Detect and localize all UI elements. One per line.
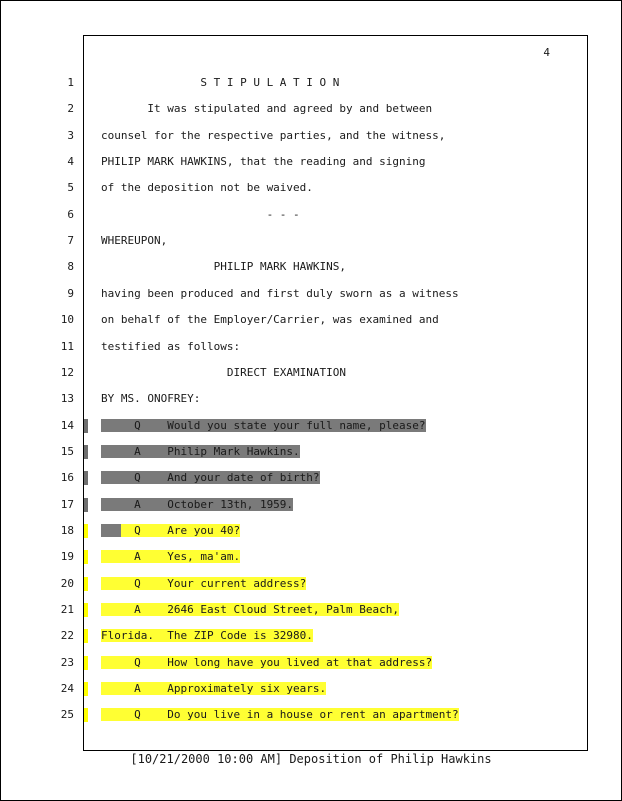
transcript-line bbox=[0, 96, 622, 122]
gray-highlight-segment: Q Would you state your full name, please? bbox=[101, 418, 426, 432]
line-number: 16 bbox=[60, 471, 74, 485]
highlight-margin-mark bbox=[84, 419, 88, 433]
transcript-line bbox=[0, 413, 622, 439]
transcript-line bbox=[0, 202, 622, 228]
line-text: It was stipulated and agreed by and between bbox=[101, 102, 433, 116]
line-text: BY MS. ONOFREY: bbox=[101, 392, 201, 406]
transcript-line bbox=[0, 334, 622, 360]
line-text bbox=[101, 708, 459, 722]
page-footer: [10/21/2000 10:00 AM] Deposition of Philip Hawkins bbox=[130, 752, 492, 766]
highlight-margin-mark bbox=[84, 629, 88, 643]
line-number: 14 bbox=[60, 418, 74, 432]
line-number: 8 bbox=[67, 260, 74, 274]
line-number: 13 bbox=[60, 392, 74, 406]
highlight-margin-mark bbox=[84, 498, 88, 512]
line-number: 22 bbox=[60, 629, 74, 643]
line-text: counsel for the respective parties, and the witness, bbox=[101, 128, 446, 142]
line-text bbox=[101, 629, 313, 643]
line-text bbox=[101, 682, 326, 696]
line-text: DIRECT EXAMINATION bbox=[101, 365, 347, 379]
transcript-line bbox=[0, 175, 622, 201]
yellow-highlight-segment: Q Your current address? bbox=[101, 576, 307, 590]
line-number: 15 bbox=[60, 444, 74, 458]
transcript-line bbox=[0, 597, 622, 623]
transcript-line bbox=[0, 281, 622, 307]
line-text: of the deposition not be waived. bbox=[101, 181, 313, 195]
transcript-line bbox=[0, 149, 622, 175]
highlight-margin-mark bbox=[84, 708, 88, 722]
line-number: 3 bbox=[67, 128, 74, 142]
line-text: - - - bbox=[101, 207, 300, 221]
transcript-line bbox=[0, 254, 622, 280]
line-text: PHILIP MARK HAWKINS, bbox=[101, 260, 347, 274]
yellow-highlight-segment: Florida. The ZIP Code is 32980. bbox=[101, 629, 313, 643]
line-number: 17 bbox=[60, 497, 74, 511]
transcript-line bbox=[0, 571, 622, 597]
line-number: 1 bbox=[67, 76, 74, 89]
transcript-line bbox=[0, 623, 622, 649]
yellow-highlight-segment: A Approximately six years. bbox=[101, 682, 327, 696]
highlight-margin-mark bbox=[84, 524, 88, 538]
line-number: 4 bbox=[67, 155, 74, 169]
line-text: S T I P U L A T I O N bbox=[101, 76, 340, 89]
line-number: 18 bbox=[60, 523, 74, 537]
line-number: 19 bbox=[60, 550, 74, 564]
line-number: 2 bbox=[67, 102, 74, 116]
yellow-highlight-segment: Q Are you 40? bbox=[120, 523, 241, 537]
yellow-highlight-segment: A 2646 East Cloud Street, Palm Beach, bbox=[101, 603, 400, 616]
transcript-line bbox=[0, 386, 622, 412]
transcript-line bbox=[0, 307, 622, 333]
line-number: 5 bbox=[67, 181, 74, 195]
transcript-line bbox=[0, 702, 622, 728]
line-number: 20 bbox=[60, 576, 74, 590]
line-number: 25 bbox=[60, 708, 74, 722]
line-text: on behalf of the Employer/Carrier, was examined and bbox=[101, 313, 439, 327]
transcript-line bbox=[0, 518, 622, 544]
line-number: 11 bbox=[60, 339, 74, 353]
transcript-line bbox=[0, 123, 622, 149]
line-number: 6 bbox=[67, 207, 74, 221]
transcript-line bbox=[0, 70, 622, 96]
line-text: WHEREUPON, bbox=[101, 234, 168, 248]
highlight-margin-mark bbox=[84, 682, 88, 696]
line-number: 7 bbox=[67, 234, 74, 248]
gray-highlight-segment bbox=[101, 524, 121, 537]
yellow-highlight-segment: Q Do you live in a house or rent an apartment? bbox=[101, 708, 459, 722]
transcript-line bbox=[0, 439, 622, 465]
line-text bbox=[101, 603, 399, 617]
highlight-margin-mark bbox=[84, 445, 88, 459]
yellow-highlight-segment: Q How long have you lived at that address? bbox=[101, 655, 433, 669]
line-number: 12 bbox=[60, 365, 74, 379]
line-number: 24 bbox=[60, 682, 74, 696]
line-text: PHILIP MARK HAWKINS, that the reading and signing bbox=[101, 155, 426, 169]
highlight-margin-mark bbox=[84, 656, 88, 670]
transcript-line bbox=[0, 544, 622, 570]
line-number: 21 bbox=[60, 603, 74, 616]
line-text bbox=[101, 550, 240, 564]
transcript-line bbox=[0, 228, 622, 254]
highlight-margin-mark bbox=[84, 603, 88, 617]
gray-highlight-segment: A October 13th, 1959. bbox=[101, 497, 294, 511]
transcript-line bbox=[0, 492, 622, 518]
line-text bbox=[101, 419, 426, 433]
gray-highlight-segment: A Philip Mark Hawkins. bbox=[101, 444, 300, 458]
line-number: 23 bbox=[60, 655, 74, 669]
line-text bbox=[101, 577, 306, 591]
line-text bbox=[101, 445, 300, 459]
line-text bbox=[101, 498, 293, 512]
transcript-line bbox=[0, 650, 622, 676]
line-number: 10 bbox=[60, 313, 74, 327]
transcript-line bbox=[0, 676, 622, 702]
line-text bbox=[101, 471, 320, 485]
gray-highlight-segment: Q And your date of birth? bbox=[101, 471, 320, 485]
yellow-highlight-segment: A Yes, ma'am. bbox=[101, 550, 241, 564]
line-text bbox=[101, 524, 240, 538]
page-number: 4 bbox=[543, 46, 550, 59]
line-text: having been produced and first duly sworn as a witness bbox=[101, 286, 459, 300]
line-text bbox=[101, 656, 432, 670]
highlight-margin-mark bbox=[84, 471, 88, 485]
transcript-line bbox=[0, 360, 622, 386]
line-text: testified as follows: bbox=[101, 339, 241, 353]
highlight-margin-mark bbox=[84, 577, 88, 591]
transcript-line bbox=[0, 465, 622, 491]
highlight-margin-mark bbox=[84, 550, 88, 564]
line-number: 9 bbox=[67, 286, 74, 300]
